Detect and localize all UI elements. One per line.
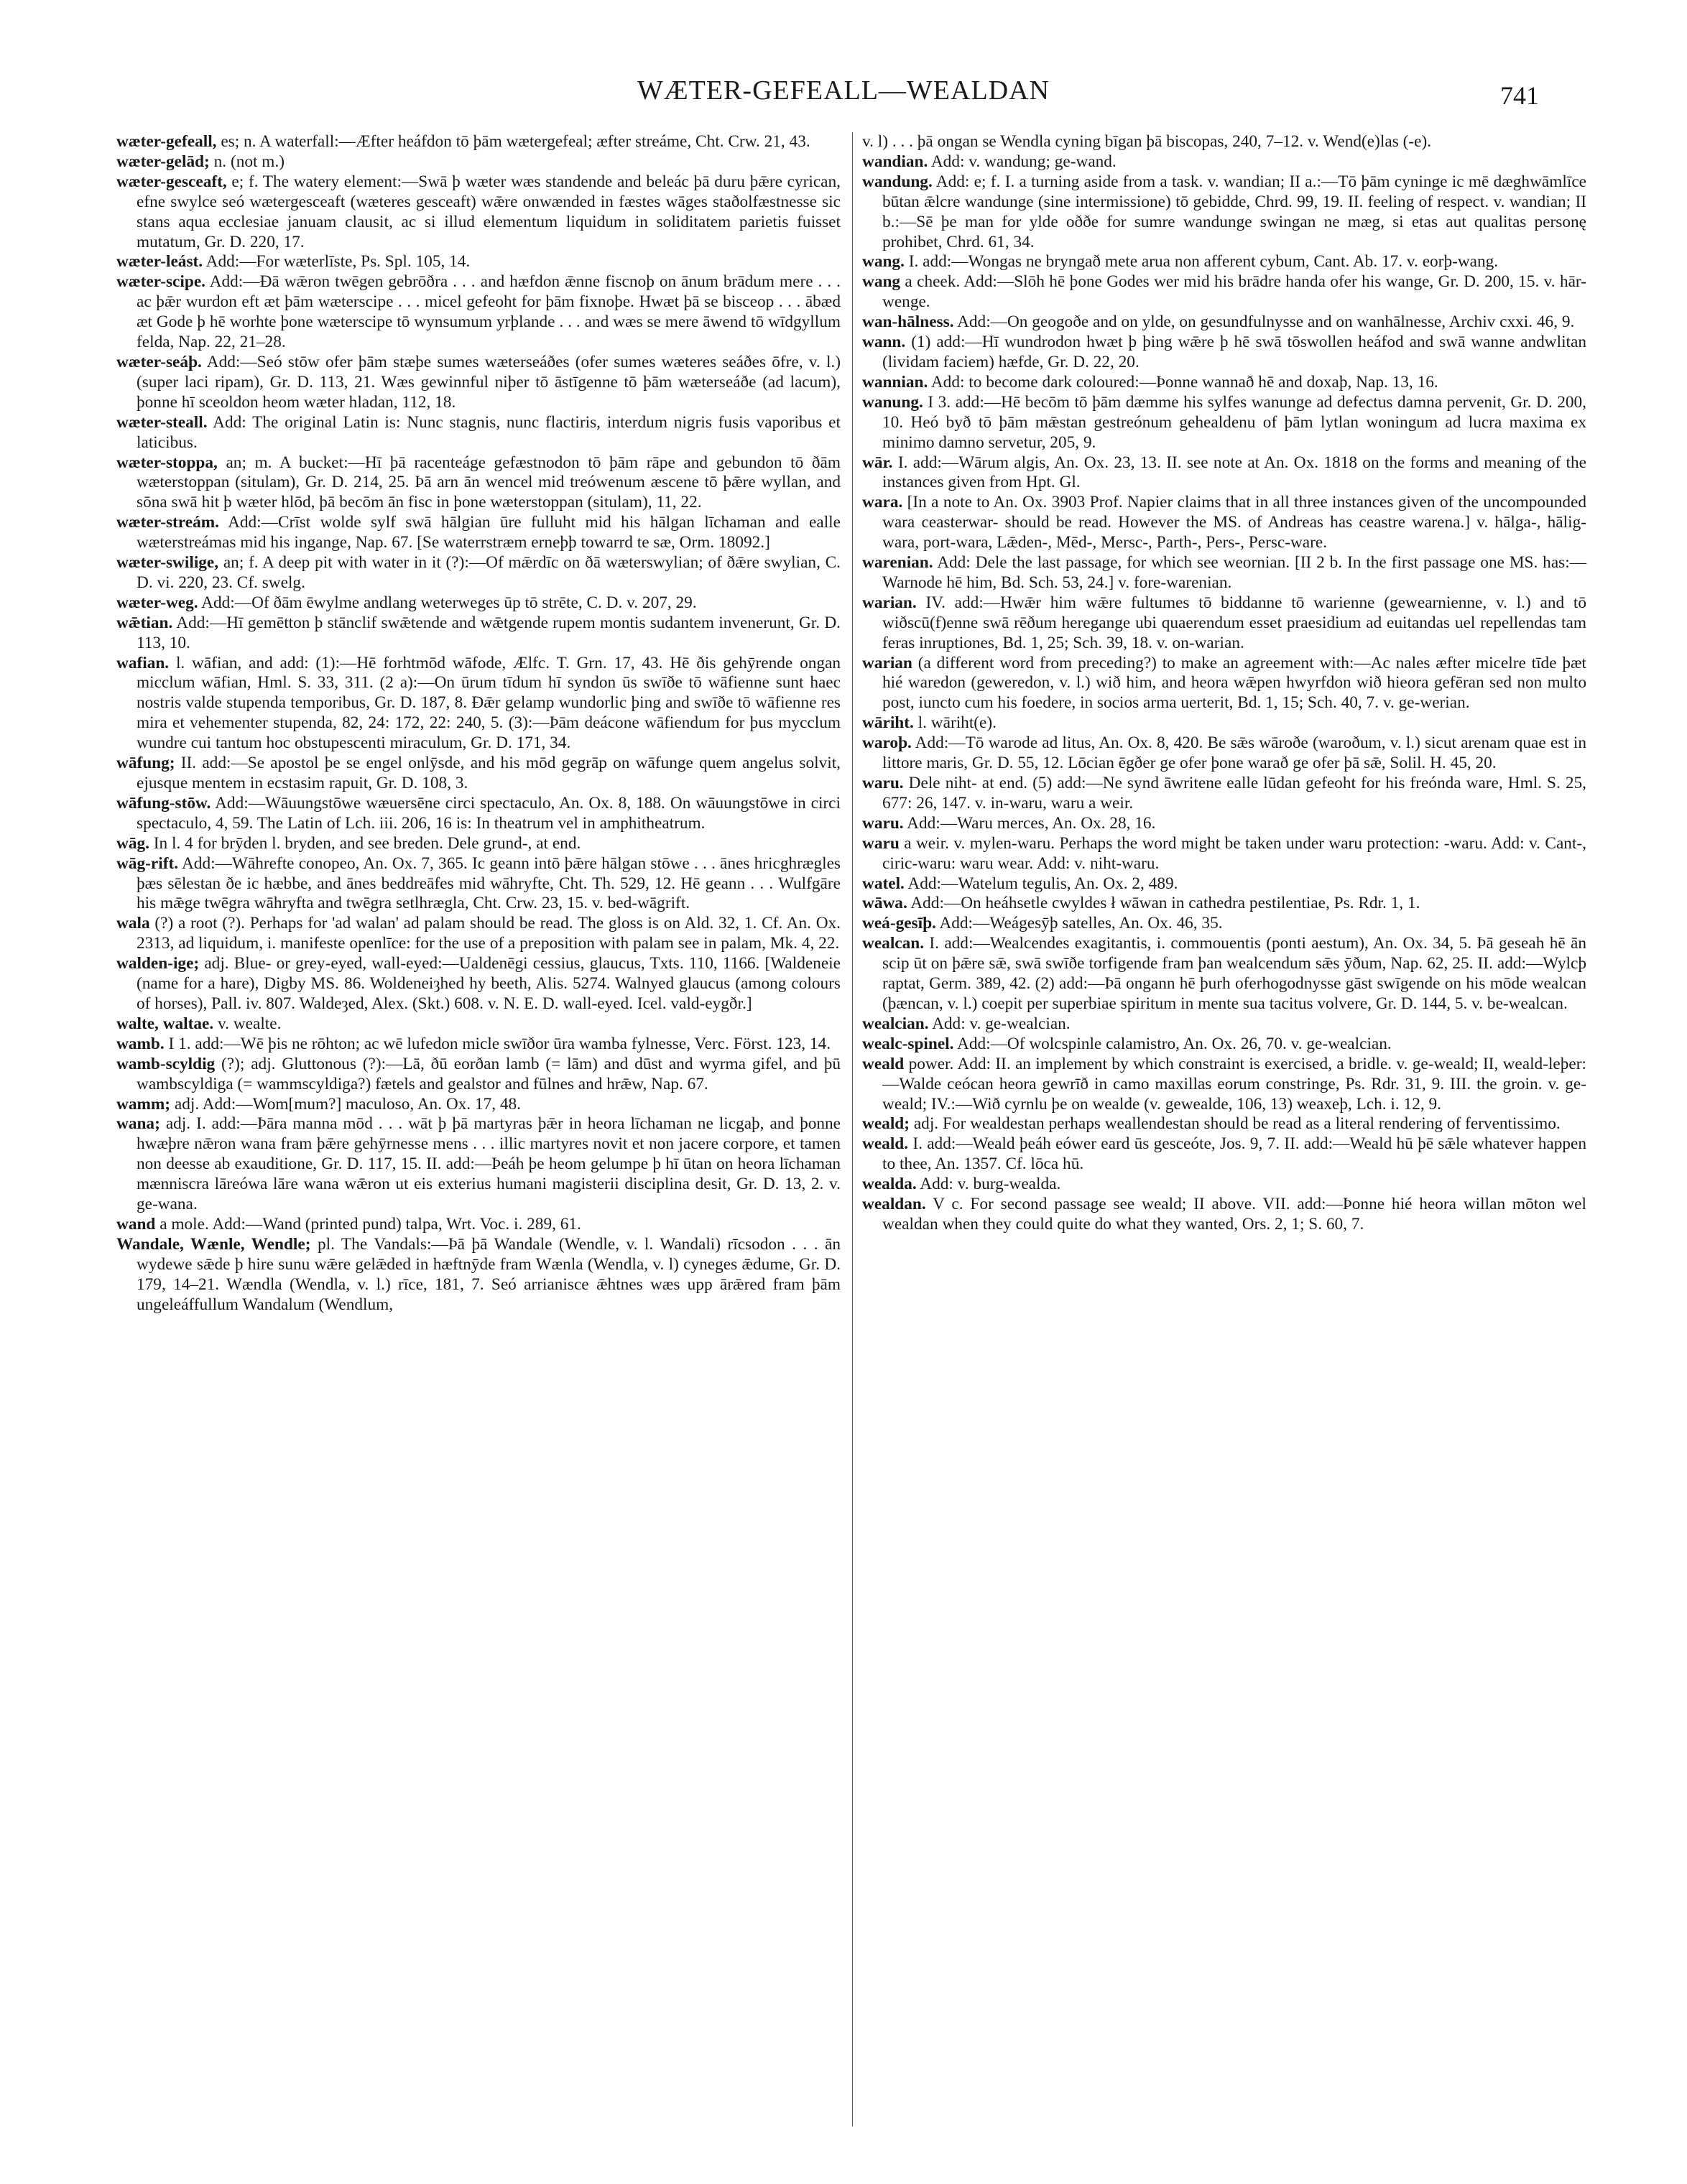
entry-text: v. l) . . . þā ongan se Wendla cyning bīgan þā biscopas, 240, 7–12. v. Wend(e)las (-e). xyxy=(862,132,1432,151)
entry-text: Add:—On geogoðe and on ylde, on gesundfulnysse and on wanhālnesse, Archiv cxxi. 46, 9. xyxy=(957,313,1575,332)
entry-headword: wæter-seáþ. xyxy=(116,352,202,371)
entry-text: In l. 4 for brӯden l. bryden, and see breden. Dele grund-, at end. xyxy=(153,833,581,853)
dictionary-entry xyxy=(116,754,841,794)
entry-headword: wanung. xyxy=(862,392,923,412)
entry-text: a weir. v. mylen-waru. Perhaps the word might be taken under waru protection: -waru. Add: v. Cant-, ciric-waru: waru wear. Add: v. niht-waru. xyxy=(882,833,1586,873)
entry-headword: wæter-gesceaft, xyxy=(116,172,227,191)
entry-headword: wamm; xyxy=(116,1094,171,1114)
dictionary-entry xyxy=(116,553,841,593)
entry-text: II. add:—Se apostol þe se engel onlӯsde, and his mōd gegrāp on wāfunge quem angelus solvit, ejusque mentem in ecstasim rapuit, Gr. D. 108, 3. xyxy=(137,754,841,792)
dictionary-entry xyxy=(862,1014,1586,1035)
entry-headword: warian xyxy=(862,653,912,672)
dictionary-entry xyxy=(116,1095,841,1115)
entry-headword: wandung. xyxy=(862,172,933,191)
entry-headword: wæter-gelād; xyxy=(116,152,210,171)
dictionary-entry xyxy=(862,834,1586,874)
entry-text: I 3. add:—Hē becōm tō þām dæmme his sylfes wanunge ad defectus damna pervenit, Gr. D. 200, 10. Heó byð tō þām mǣstan gestreónum gehealdenu of þām lytlan woningum ad lucra maxima ex minimo damno servetur, 205, 9. xyxy=(882,392,1586,452)
entry-text: I. add:—Wealcendes exagitantis, i. commouentis (ponti aestum), An. Ox. 34, 5. Þā geseah hē ān scip ūt on þǣre sǣ, swā swīðe torfigende fram þan wealcendum sǣs ӯðum, Nap. 62, 25. II. add:—Wylcþ raptat, Germ. 389, 42. (2) add:—Þā ongann hē þurh oferhogodnysse gāst swīgende on his mōde wealcan (þæncan, v. l.) coepit per superbiae spiritum in mente sua tacitus volvere, Gr. D. 144, 5. v. be-wealcan. xyxy=(882,934,1587,1013)
dictionary-entry xyxy=(116,1014,841,1035)
dictionary-entry xyxy=(862,132,1586,152)
entry-text: es; n. A waterfall:—Æfter heáfdon tō þām wætergefeal; æfter streáme, Cht. Crw. 21, 43. xyxy=(221,132,810,151)
entry-headword: wamb. xyxy=(116,1034,165,1053)
entry-headword: wæter-scipe. xyxy=(116,272,205,292)
entry-headword: wāfung-stōw. xyxy=(116,793,211,813)
running-header: WÆTER-GEFEALL—WEALDAN xyxy=(637,75,1050,106)
dictionary-entry xyxy=(116,794,841,834)
entry-headword: wealcan. xyxy=(862,934,925,953)
entry-text: Add:—Crīst wolde sylf swā hālgian ūre fulluht mid his hālgan līchaman and ealle wæterstreámas mid his ingange, Nap. 67. [Se waterrstræm erneþþ towarrd te sæ, Orm. 18092.] xyxy=(137,513,841,552)
entry-headword: wæter-stoppa, xyxy=(116,453,218,472)
entry-headword: wæter-weg. xyxy=(116,593,198,612)
entry-text: Add: v. wandung; ge-wand. xyxy=(930,152,1117,171)
entry-headword: wæter-steall. xyxy=(116,412,208,432)
entry-text: I. add:—Weald þeáh eówer eard ūs gesceóte, Jos. 9, 7. II. add:—Weald hū þē sǣle whatever happen to thee, An. 1357. Cf. lōca hū. xyxy=(882,1134,1586,1174)
dictionary-entry xyxy=(116,353,841,413)
entry-text: Dele niht- at end. (5) add:—Ne synd āwritene ealle lūdan gefeoht for his freónda ware, Hml. S. 25, 677: 26, 147. v. in-waru, waru a weir. xyxy=(882,774,1587,813)
dictionary-entry xyxy=(862,252,1586,272)
entry-headword: wealdan. xyxy=(862,1195,926,1214)
dictionary-entry xyxy=(862,453,1586,494)
dictionary-entry xyxy=(862,734,1586,774)
dictionary-entry xyxy=(116,1035,841,1055)
dictionary-entry xyxy=(116,1114,841,1215)
entry-headword: wala xyxy=(116,914,150,933)
entry-text: (a different word from preceding?) to make an agreement with:—Ac nales æfter micelre tīde þæt hié waredon (geweredon, v. l.) wið him, and heora wǣpen hwyrfdon wið hieora gefēran sed non multo post, iuncto cum his foedere, in socios arma uerterit, Bd. 1, 15; Sch. 40, 7. v. ge-werian. xyxy=(882,653,1587,713)
dictionary-entry xyxy=(862,1195,1586,1235)
entry-text: l. wāriht(e). xyxy=(918,713,997,733)
entry-text: IV. add:—Hwǣr him wǣre fultumes tō biddanne tō warienne (gewearnienne, v. l.) and tō wiðscū(f)enne swā rēðum heregange ubi quaerendum esset praesidium ad euitandas uel repellendas tam feras inruptiones, Bd. 1, 25; Sch. 39, 18. v. on-warian. xyxy=(882,593,1587,652)
entry-headword: wana; xyxy=(116,1114,160,1134)
right-column xyxy=(862,132,1586,1235)
dictionary-entry xyxy=(116,654,841,754)
dictionary-entry xyxy=(116,152,841,172)
entry-headword: warian. xyxy=(862,593,917,612)
entry-headword: walte, waltae. xyxy=(116,1014,214,1033)
dictionary-entry xyxy=(862,172,1586,253)
dictionary-entry xyxy=(116,834,841,854)
dictionary-entry xyxy=(116,1235,841,1315)
entry-headword: waroþ. xyxy=(862,734,912,753)
dictionary-entry xyxy=(862,152,1586,172)
dictionary-entry xyxy=(862,393,1586,453)
entry-text: Add: The original Latin is: Nunc stagnis, nunc flactiris, interdum nigris fusis vaporibus et laticibus. xyxy=(137,412,841,452)
entry-text: Add:—On heáhsetle cwyldes ł wāwan in cathedra pestilentiae, Ps. Rdr. 1, 1. xyxy=(910,894,1420,913)
dictionary-entry xyxy=(862,493,1586,553)
entry-headword: wang xyxy=(862,272,901,292)
dictionary-entry xyxy=(862,894,1586,914)
entry-headword: weald xyxy=(862,1054,905,1073)
entry-text: (?); adj. Gluttonous (?):—Lā, ðū eorðan lamb (= lām) and dūst and wyrma gifel, and þū wambscyldiga (= wammscyldiga?) fætels and gealstor and fūlnes and hrǣw, Nap. 67. xyxy=(137,1054,841,1093)
dictionary-entry xyxy=(116,914,841,954)
dictionary-entry xyxy=(116,1215,841,1235)
dictionary-entry xyxy=(862,934,1586,1014)
entry-text: Add: e; f. I. a turning aside from a task. v. wandian; II a.:—Tō þām cyninge ic mē dæghwāmlīce būtan ǣlcre wandunge (sine intermissione) tō gebidde, Chrd. 99, 19. II. feeling of respect. v. wandian; II b.:—Sē þe man for ylde oððe for sumre wandunge swingan ne mæg, si etas aut qualitas personę prohibet, Chrd. 61, 34. xyxy=(882,172,1586,251)
entry-text: I 1. add:—Wē þis ne rōhton; ac wē lufedon micle swīðor ūra wamba fylnesse, Verc. Först. 123, 14. xyxy=(168,1034,831,1053)
entry-headword: wannian. xyxy=(862,372,928,392)
entry-headword: waru. xyxy=(862,774,904,792)
dictionary-entry xyxy=(862,553,1586,593)
entry-headword: waru. xyxy=(862,813,904,833)
entry-headword: weá-gesīþ. xyxy=(862,914,936,933)
dictionary-entry xyxy=(862,1114,1586,1134)
entry-text: a mole. Add:—Wand (printed pund) talpa, Wrt. Voc. i. 289, 61. xyxy=(160,1214,581,1234)
entry-headword: wæter-streám. xyxy=(116,513,219,532)
entry-headword: watel. xyxy=(862,874,905,893)
entry-text: Add:—Of ðām ēwylme andlang weterweges ūp tō strēte, C. D. v. 207, 29. xyxy=(201,593,697,612)
entry-text: Add:—Hī gemētton þ stānclif swǣtende and wǣtgende rupem montis sudantem invenerunt, Gr. D. 113, 10. xyxy=(137,613,841,652)
dictionary-entry xyxy=(116,413,841,453)
entry-text: Add: to become dark coloured:—Þonne wannað hē and doxaþ, Nap. 13, 16. xyxy=(930,372,1438,392)
entry-text: Add: Dele the last passage, for which see weornian. [II 2 b. In the first passage one MS. has:—Warnode hē him, Bd. Sch. 53, 24.] v. fore-warenian. xyxy=(882,553,1586,592)
entry-headword: wafian. xyxy=(116,653,170,672)
entry-text: Add: v. burg-wealda. xyxy=(920,1175,1061,1194)
entry-text: adj. For wealdestan perhaps weallendestan should be read as a literal rendering of ferventissimo. xyxy=(913,1114,1561,1134)
entry-headword: wealcian. xyxy=(862,1014,929,1033)
entry-headword: wamb-scyldig xyxy=(116,1054,216,1073)
entry-text: Add:—For wæterlīste, Ps. Spl. 105, 14. xyxy=(205,252,471,272)
entry-headword: warenian. xyxy=(862,553,933,573)
dictionary-entry xyxy=(116,252,841,272)
dictionary-entry xyxy=(116,132,841,152)
dictionary-entry xyxy=(862,914,1586,934)
entry-headword: wār. xyxy=(862,453,893,472)
entry-text: Add:—Of wolcspinle calamistro, An. Ox. 26, 70. v. ge-wealcian. xyxy=(957,1034,1392,1053)
entry-text: adj. Add:—Wom[mum?] maculoso, An. Ox. 17, 48. xyxy=(174,1094,522,1114)
dictionary-entry xyxy=(116,453,841,514)
dictionary-entry xyxy=(116,614,841,654)
entry-text: I. add:—Wārum algis, An. Ox. 23, 13. II. see note at An. Ox. 1818 on the forms and meaning of the instances given from Hpt. Gl. xyxy=(882,453,1586,492)
dictionary-entry xyxy=(862,373,1586,393)
entry-text: n. (not m.) xyxy=(213,152,285,171)
entry-headword: wann. xyxy=(862,333,906,352)
entry-headword: wāwa. xyxy=(862,894,907,913)
entry-headword: wara. xyxy=(862,493,903,512)
entry-text: (1) add:—Hī wundrodon hwæt þ þing wǣre þ hē swā tōswollen heáfod and swā wanne andwlitan (lividam faciem) hæfde, Gr. D. 22, 20. xyxy=(882,333,1587,371)
entry-text: [In a note to An. Ox. 3903 Prof. Napier claims that in all three instances given of the uncompounded wara ceasterwar- should be read. However the MS. of Andreas has ceastre warena.] v. hālga-, hālig-wara, port-wara, Lǣden-, Mēd-, Mersc-, Parth-, Pers-, Persc-ware. xyxy=(882,493,1586,552)
entry-headword: wāg. xyxy=(116,833,149,853)
entry-text: adj. I. add:—Þāra manna mōd . . . wāt þ þā martyras þǣr in heora līchaman ne licgaþ, and þonne hwæþre nǣron wana fram þǣre gehӯrnesse mens . . . illic martyres novit et non jacere corpore, et tamen non deesse ab exauditione, Gr. D. 117, 15. II. add:—Þeáh þe heom gelumpe þ hī ūtan on heora līchaman mænniscra lāreówa lāre wana wǣron ut eis exterius humani magisterii disciplina desit, Gr. D. 13, 2. v. ge-wana. xyxy=(137,1114,841,1214)
dictionary-entry xyxy=(116,954,841,1014)
entry-text: e; f. The watery element:—Swā þ wæter wæs standende and beleác þā duru þǣre cyrican, efne swylce seó wætergesceaft (wæteres gesceaft) wǣre onwænded in fæstes wāges staðolfæstnesse sic stans aqua ecclesiae januam clausit, ac si illud elementum liquidum in soliditatem parietis fuisset mutatum, Gr. D. 220, 17. xyxy=(137,172,841,251)
entry-text: an; m. A bucket:—Hī þā racenteáge gefæstnodon tō þām rāpe and gebundon tō ðām wæterstoppan (situlam), Gr. D. 214, 25. Þā arn ān wencel mid treówenum æscene tō þǣre wyllan, and sōna swā hit þ wæter hlōd, þā becōm ān fisc in þone wæterstoppan (situlam), 11, 22. xyxy=(137,453,841,512)
dictionary-entry xyxy=(862,814,1586,834)
column-divider xyxy=(852,132,853,2127)
dictionary-entry xyxy=(862,713,1586,734)
entry-text: Add:—Watelum tegulis, An. Ox. 2, 489. xyxy=(907,874,1178,893)
entry-headword: wæter-gefeall, xyxy=(116,132,217,151)
entry-text: Add:—Wāuungstōwe wæuersēne circi spectaculo, An. Ox. 8, 188. On wāuungstōwe in circi spectaculo, 4, 59. The Latin of Lch. iii. 206, 16 is: In theatrum vel in amphitheatrum. xyxy=(137,793,841,833)
entry-text: Add:—Seó stōw ofer þām stæþe sumes wæterseáðes (ofer sumes wæteres seáðes ōfre, v. l.) (super laci ripam), Gr. D. 113, 21. Wæs gewinnful niþer tō āstīgenne tō þām wæterseáðe (ad lacum), þonne hī sceoldon heom wæter hladan, 112, 18. xyxy=(137,352,841,412)
dictionary-entry xyxy=(862,774,1586,814)
entry-text: power. Add: II. an implement by which constraint is exercised, a bridle. v. ge-weald; II, weald-leþer:—Walde ceócan heora gewrīð in camo maxillas eorum constringe, Ps. Rdr. 31, 9. III. the groin. v. ge-weald; IV.:—Wið cyrnlu þe on wealde (v. gewealde, 106, 13) weaxeþ, Lch. i. 12, 9. xyxy=(882,1054,1586,1114)
entry-text: Add:—Tō warode ad litus, An. Ox. 8, 420. Be sǣs wāroðe (waroðum, v. l.) sicut arenam quae est in littore maris, Gr. D. 55, 12. Lōcian ēgðer ge ofer þone warað ge ofer þā sǣ, Solil. H. 45, 20. xyxy=(882,734,1586,773)
entry-text: v. wealte. xyxy=(218,1014,282,1033)
dictionary-entry xyxy=(116,172,841,253)
dictionary-entry xyxy=(862,1175,1586,1195)
dictionary-entry xyxy=(862,874,1586,894)
entry-text: adj. Blue- or grey-eyed, wall-eyed:—Ualdenēgi cessius, glaucus, Txts. 110, 1166. [Waldeneie (name for a hare), Digby MS. 86. Woldeneiȝhed hy beeth, Alis. 5274. Walnyed glaucus (among colours of horses), Pall. iv. 807. Waldeȝed, Alex. (Skt.) 608. v. N. E. D. wall-eyed. Icel. vald-eygðr.] xyxy=(137,954,841,1013)
dictionary-entry xyxy=(862,1134,1586,1175)
entry-text: Add:—Weágesӯþ satelles, An. Ox. 46, 35. xyxy=(939,914,1223,933)
entry-headword: wan-hālness. xyxy=(862,313,954,332)
entry-text: Add:—Waru merces, An. Ox. 28, 16. xyxy=(907,813,1156,833)
entry-text: I. add:—Wongas ne bryngað mete arua non afferent cybum, Cant. Ab. 17. v. eorþ-wang. xyxy=(908,252,1499,272)
dictionary-entry xyxy=(862,654,1586,714)
entry-headword: wandian. xyxy=(862,152,928,171)
dictionary-entry xyxy=(862,593,1586,654)
entry-text: (?) a root (?). Perhaps for 'ad walan' ad palam should be read. The gloss is on Ald. 32, 1. Cf. An. Ox. 2313, ad liquidum, i. manifeste openlīce: for the use of a preposition with palam see in palam, Mk. 4, 22. xyxy=(137,914,841,953)
left-column xyxy=(116,132,841,1315)
entry-headword: wāg-rift. xyxy=(116,853,179,873)
dictionary-entry xyxy=(862,272,1586,313)
entry-headword: wæter-leást. xyxy=(116,252,203,272)
entry-text: an; f. A deep pit with water in it (?):—Of mǣrdīc on ðā wæterswylian; of ðǣre swylian, C. D. vi. 220, 23. Cf. swelg. xyxy=(137,553,841,592)
entry-headword: waru xyxy=(862,833,900,853)
entry-headword: wang. xyxy=(862,252,905,272)
dictionary-entry xyxy=(116,513,841,553)
entry-headword: weald. xyxy=(862,1134,909,1154)
entry-headword: wand xyxy=(116,1214,156,1234)
entry-headword: wealda. xyxy=(862,1175,917,1194)
entry-headword: weald; xyxy=(862,1114,910,1134)
entry-text: Add:—Ðā wǣron twēgen gebrōðra . . . and hæfdon ǣnne fiscnoþ on ānum brādum mere . . . ac þǣr wurdon eft æt þām wæterscipe . . . micel gefeoht for þām fixnoþe. Hwæt þā se bisceop . . . ābæd æt Gode þ hē worhte þone wæterscipe tō wynsumum yrþlande . . . and wæs se mere āwend tō wīdgyllum felda, Nap. 22, 21–28. xyxy=(137,272,841,352)
entry-headword: walden-ige; xyxy=(116,954,200,973)
entry-headword: wāriht. xyxy=(862,713,914,733)
entry-headword: wǣtian. xyxy=(116,613,173,632)
entry-headword: Wandale, Wænle, Wendle; xyxy=(116,1234,311,1254)
entry-headword: wāfung; xyxy=(116,754,175,773)
entry-headword: wealc-spinel. xyxy=(862,1034,954,1053)
dictionary-entry xyxy=(116,1055,841,1095)
dictionary-entry xyxy=(116,272,841,353)
dictionary-entry xyxy=(862,313,1586,333)
dictionary-entry xyxy=(862,333,1586,373)
entry-text: Add: v. ge-wealcian. xyxy=(932,1014,1071,1033)
entry-text: V c. For second passage see weald; II above. VII. add:—Þonne hié heora willan mōton wel wealdan when they could quite do what they wanted, Ors. 2, 1; S. 60, 7. xyxy=(882,1195,1586,1234)
dictionary-entry xyxy=(862,1055,1586,1115)
dictionary-entry xyxy=(116,854,841,915)
entry-text: l. wāfian, and add: (1):—Hē forhtmōd wāfode, Ælfc. T. Grn. 17, 43. Hē ðis gehӯrende ongan micclum wāfian, Hml. S. 33, 311. (2 a):—On ūrum tīdum hī syndon ūs swīðe tō wāfienne sunt haec nostris valde stupenda temporibus, Gr. D. 187, 8. Ðǣr gelamp wundorlic þing and swīðe tō wāfienne res mira et vehementer stupenda, 82, 24: 172, 22: 240, 5. (3):—Þām deácone wāfiendum for þus mycclum wundre cui tantum hoc obstupescenti miraculum, Gr. D. 171, 34. xyxy=(137,653,841,753)
dictionary-entry xyxy=(862,1035,1586,1055)
entry-headword: wæter-swilige, xyxy=(116,553,219,573)
entry-text: Add:—Wāhrefte conopeo, An. Ox. 7, 365. Ic geann intō þǣre hālgan stōwe . . . ānes hricghrægles þæs sēlestan ðe ic hæbbe, and ānes beddreāfes mid wāhryfte, Cht. Th. 529, 12. Hē geann . . . Wulfgāre his mǣge twēgra wāhryfta and twēgra setlhrægla, Cht. Crw. 23, 15. v. bed-wāgrift. xyxy=(137,853,841,913)
entry-text: pl. The Vandals:—Þā þā Wandale (Wendle, v. l. Wandali) rīcsodon . . . ān wydewe sǣde þ hire sunu wǣre gelǣded in hæftnӯde fram Wænla (Wendla, v. l) cyneges ǣdume, Gr. D. 179, 14–21. Wændla (Wendla, v. l.) rīce, 181, 7. Seó arrianisce ǣhtnes wæs upp ārǣred fram þām ungeleáffullum Wandalum (Wendlum, xyxy=(137,1234,841,1314)
dictionary-entry xyxy=(116,593,841,614)
entry-text: a cheek. Add:—Slōh hē þone Godes wer mid his brādre handa ofer his wange, Gr. D. 200, 15. v. hār-wenge. xyxy=(882,272,1586,312)
page-number: 741 xyxy=(1500,81,1539,110)
